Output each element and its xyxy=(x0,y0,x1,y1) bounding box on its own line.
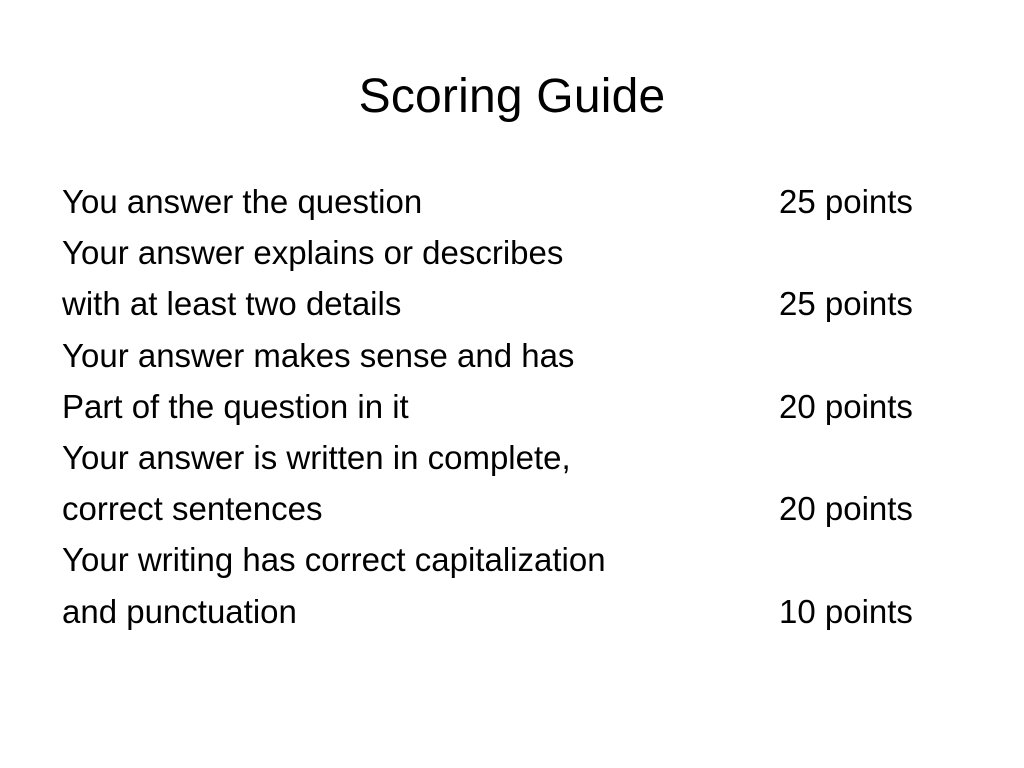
scoring-line xyxy=(62,227,952,278)
criterion-text: Your answer is written in complete, xyxy=(62,438,571,476)
scoring-line xyxy=(62,432,952,483)
criterion-text: with at least two details xyxy=(62,285,402,323)
criterion-text: Your answer explains or describes xyxy=(62,234,564,272)
scoring-line xyxy=(62,278,952,329)
scoring-line xyxy=(62,586,952,637)
criterion-text: Your answer makes sense and has xyxy=(62,336,575,374)
points-value: 25 points xyxy=(779,285,913,323)
criterion-text: You answer the question xyxy=(62,183,423,220)
slide-title: Scoring Guide xyxy=(358,70,666,123)
scoring-line xyxy=(62,176,952,227)
scoring-line xyxy=(62,483,952,534)
scoring-list xyxy=(62,176,952,637)
scoring-line xyxy=(62,534,952,585)
criterion-text: correct sentences xyxy=(62,490,323,528)
points-value: 10 points xyxy=(779,592,913,630)
points-value: 25 points xyxy=(779,183,913,220)
scoring-line xyxy=(62,330,952,381)
points-value: 20 points xyxy=(779,490,913,528)
criterion-text: Your writing has correct capitalization xyxy=(62,541,606,579)
scoring-line xyxy=(62,381,952,432)
criterion-text: and punctuation xyxy=(62,592,297,630)
points-value: 20 points xyxy=(779,387,913,425)
criterion-text: Part of the question in it xyxy=(62,387,409,425)
